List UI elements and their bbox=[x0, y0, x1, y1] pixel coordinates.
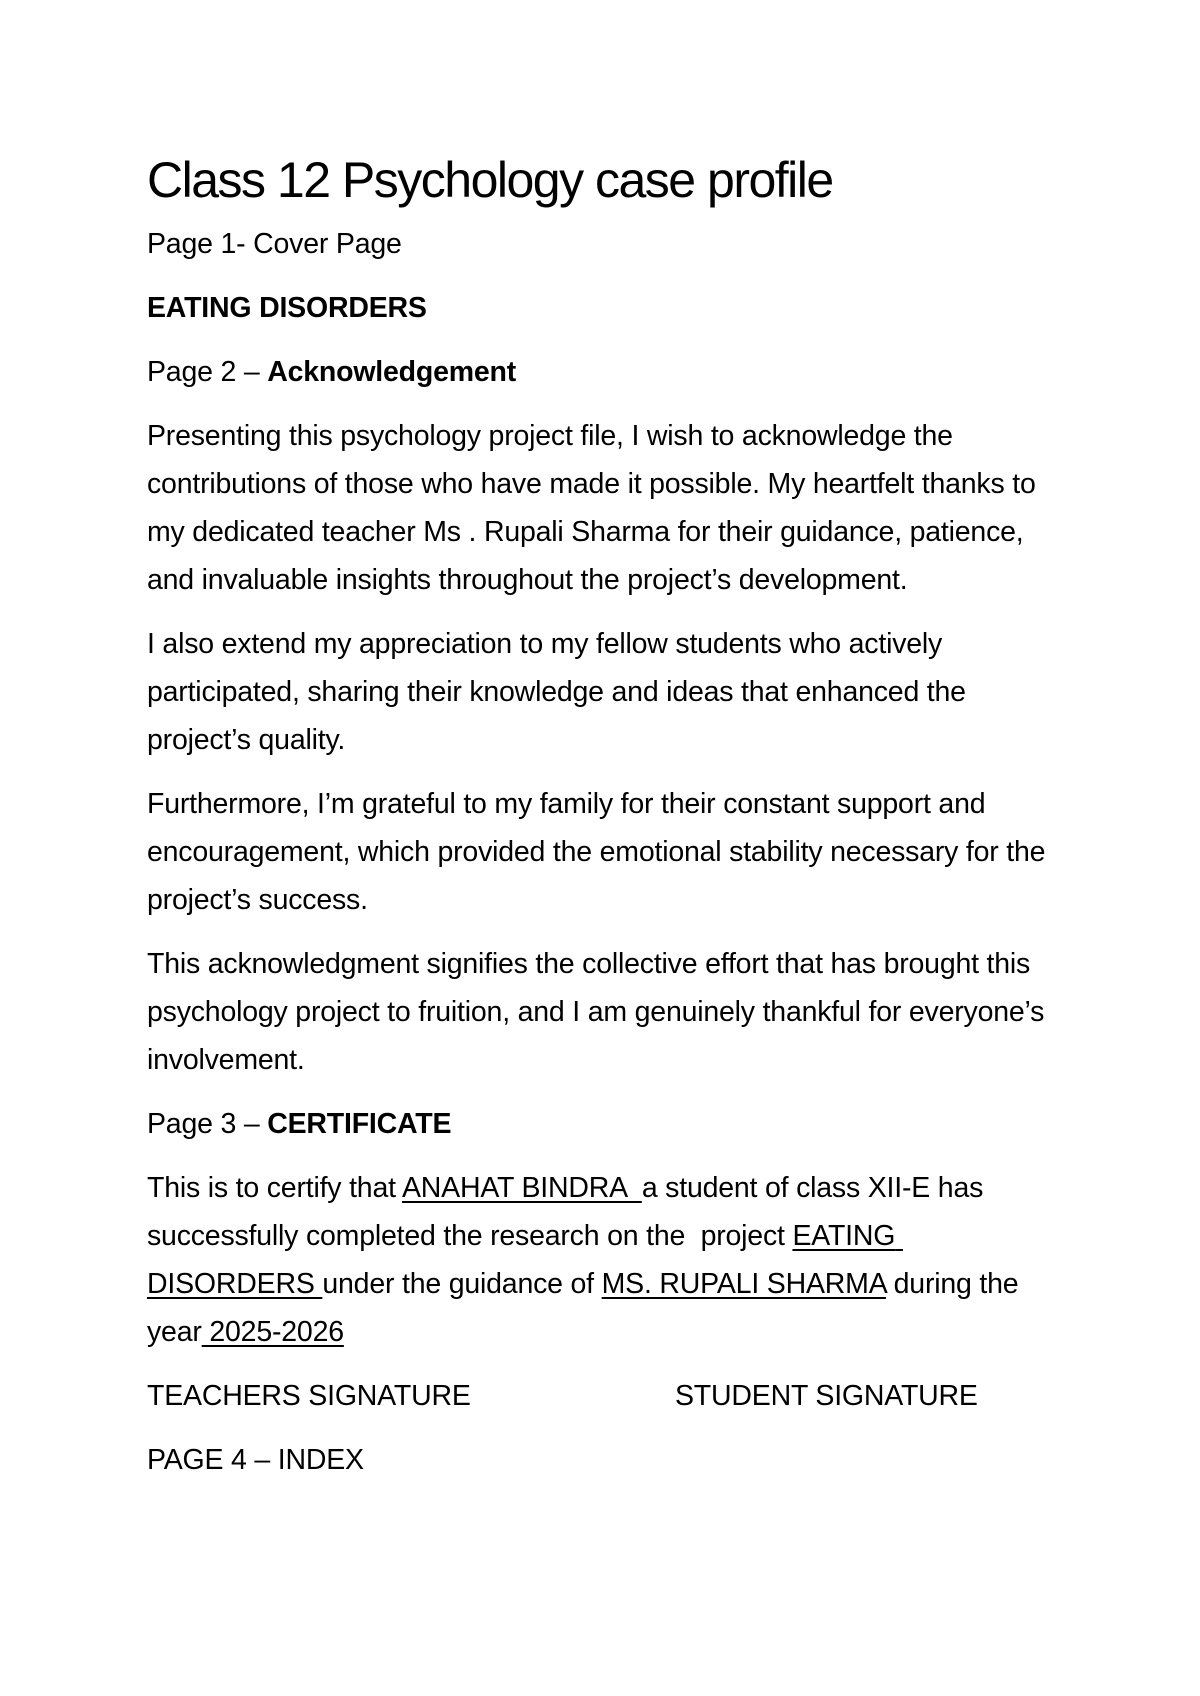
signature-row bbox=[147, 1372, 1067, 1420]
page3-heading-line bbox=[147, 1100, 1067, 1148]
page2-prefix: Page 2 – bbox=[147, 356, 268, 388]
teacher-name: MS. RUPALI SHARMA bbox=[601, 1268, 886, 1300]
academic-year: 2025-2026 bbox=[201, 1316, 344, 1348]
cert-text-3: under the guidance of bbox=[322, 1268, 602, 1300]
certificate-heading: CERTIFICATE bbox=[267, 1108, 452, 1140]
student-signature-label: STUDENT SIGNATURE bbox=[675, 1380, 978, 1412]
cert-text-4: during the year bbox=[147, 1268, 1027, 1348]
ack-paragraph-3: Furthermore, I’m grateful to my family for their constant support and encouragement, which provided the emotional stability necessary for the project’s success. bbox=[147, 788, 1046, 916]
project-name: EATING DISORDERS bbox=[147, 1220, 903, 1300]
cert-text-1: This is to certify that bbox=[147, 1172, 402, 1204]
ack-paragraph-4: This acknowledgment signifies the collective effort that has brought this psychology project to fruition, and I am genuinely thankful for everyone’s involvement. bbox=[147, 948, 1045, 1076]
page2-heading-line bbox=[147, 348, 1067, 396]
certificate-text bbox=[147, 1164, 1067, 1356]
cover-topic: EATING DISORDERS bbox=[147, 292, 427, 324]
document-title: Class 12 Psychology case profile bbox=[147, 152, 833, 208]
ack-paragraph-1: Presenting this psychology project file, I wish to acknowledge the contributions of those who have made it possible. My heartfelt thanks to my dedicated teacher Ms . Rupali Sharma for their guidance, patience, and invaluable insights throughout the project’s development. bbox=[147, 420, 1036, 596]
cert-text-2: a student of class XII-E has successfully completed the research on the project bbox=[147, 1172, 991, 1252]
student-name: ANAHAT BINDRA bbox=[401, 1172, 642, 1204]
page3-prefix: Page 3 – bbox=[147, 1108, 268, 1140]
acknowledgement-heading: Acknowledgement bbox=[267, 356, 517, 388]
page4-line: PAGE 4 – INDEX bbox=[147, 1444, 364, 1476]
ack-paragraph-2: I also extend my appreciation to my fellow students who actively participated, sharing their knowledge and ideas that enhanced the project’s quality. bbox=[147, 628, 966, 756]
document-page bbox=[147, 150, 1067, 1500]
page1-line: Page 1- Cover Page bbox=[147, 228, 402, 260]
teacher-signature-label: TEACHERS SIGNATURE bbox=[147, 1380, 471, 1412]
